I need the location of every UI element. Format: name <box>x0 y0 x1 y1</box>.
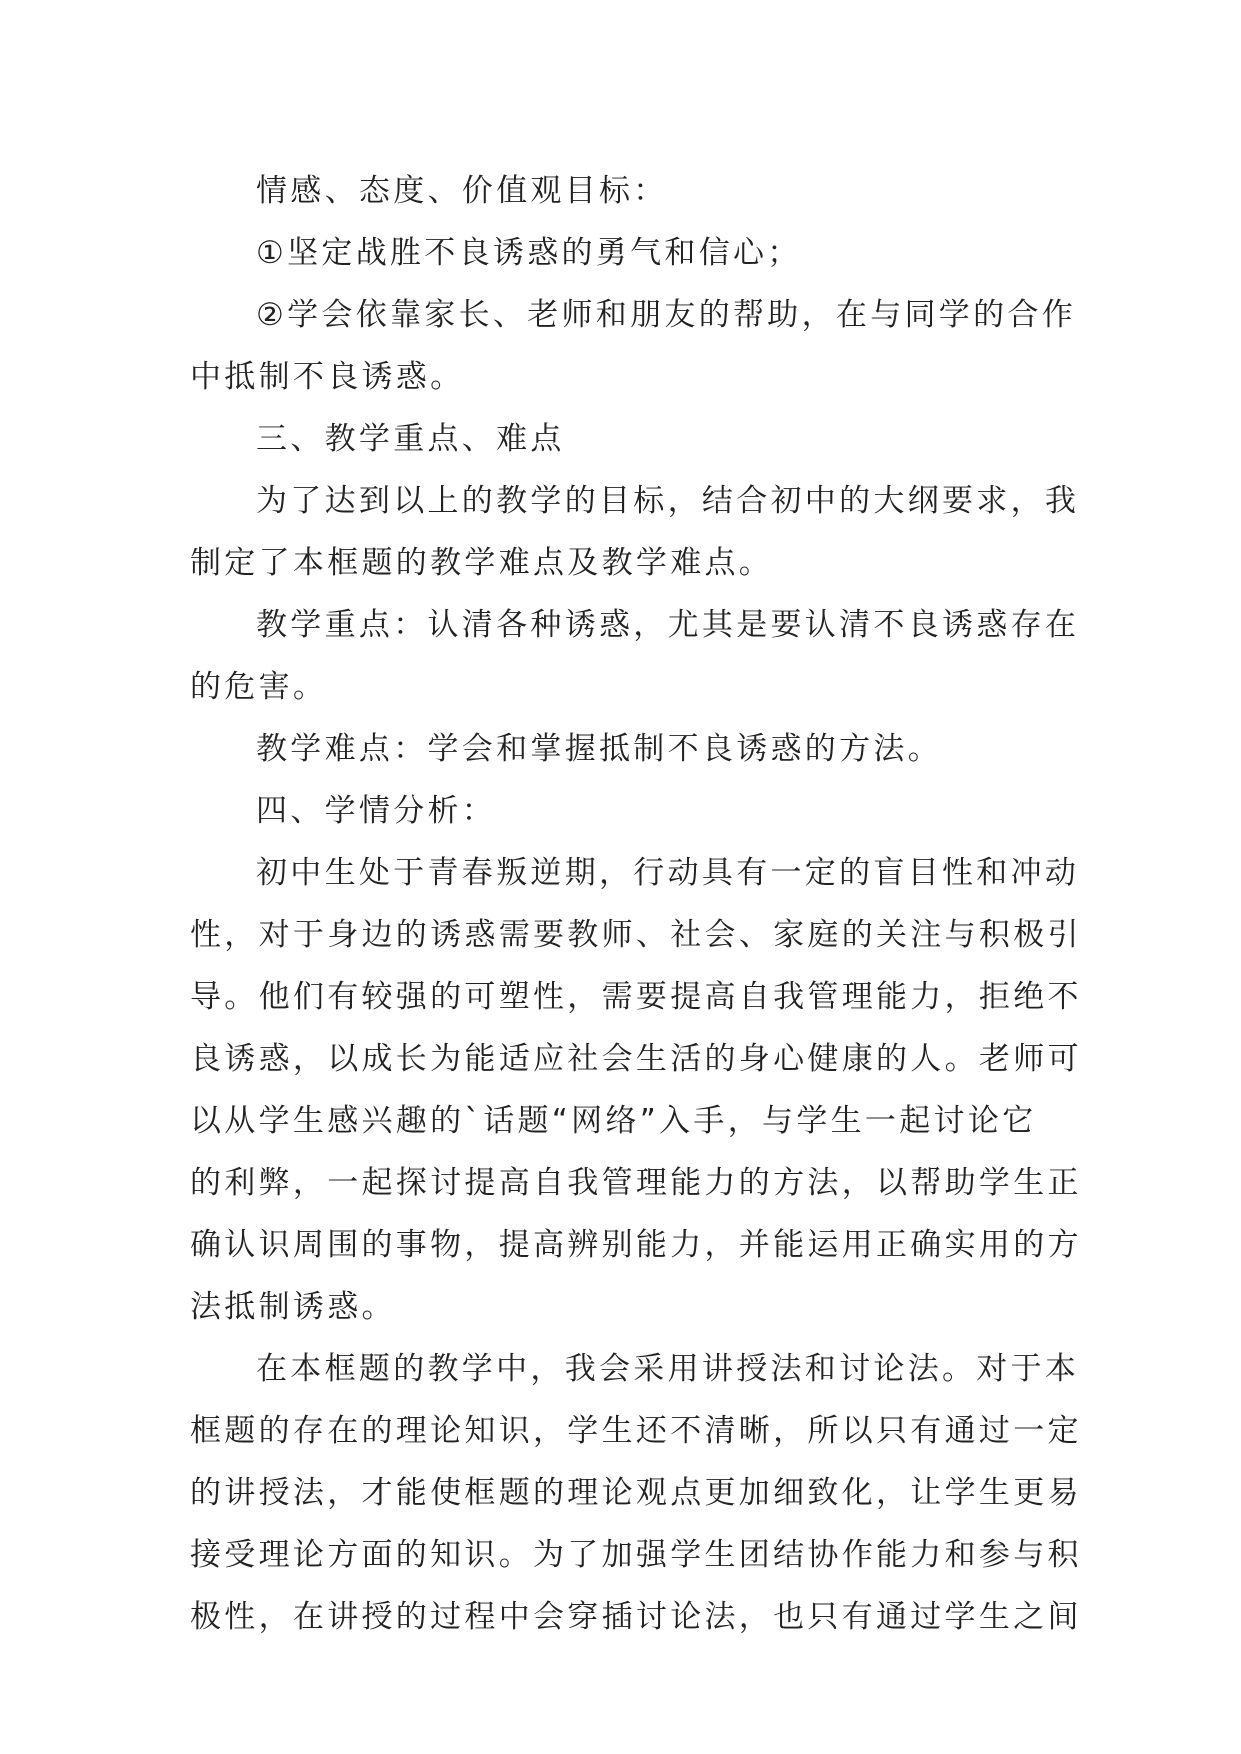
text-line: 框题的存在的理论知识，学生还不清晰，所以只有通过一定 <box>190 1413 1082 1449</box>
text-line: 中抵制不良诱惑。 <box>190 359 465 395</box>
text-line: 初中生处于青春叛逆期，行动具有一定的盲目性和冲动 <box>256 855 1080 891</box>
text-line: ②学会依靠家长、老师和朋友的帮助，在与同学的合作 <box>256 297 1076 333</box>
text-line: 在本框题的教学中，我会采用讲授法和讨论法。对于本 <box>256 1351 1080 1387</box>
text-line: ①坚定战胜不良诱惑的勇气和信心； <box>256 235 802 271</box>
section-heading: 四、学情分析： <box>256 793 497 829</box>
text-line: 导。他们有较强的可塑性，需要提高自我管理能力，拒绝不 <box>190 979 1082 1015</box>
text-line: 为了达到以上的教学的目标，结合初中的大纲要求，我 <box>256 483 1080 519</box>
text-line: 接受理论方面的知识。为了加强学生团结协作能力和参与积 <box>190 1537 1082 1573</box>
text-line: 的讲授法，才能使框题的理论观点更加细致化，让学生更易 <box>190 1475 1082 1511</box>
text-line: 教学重点：认清各种诱惑，尤其是要认清不良诱惑存在 <box>256 607 1080 643</box>
text-line: 性，对于身边的诱惑需要教师、社会、家庭的关注与积极引 <box>190 917 1082 953</box>
text-line: 良诱惑，以成长为能适应社会生活的身心健康的人。老师可 <box>190 1041 1082 1077</box>
text-line: 情感、态度、价值观目标： <box>256 173 668 209</box>
text-line: 的危害。 <box>190 669 328 705</box>
document-body <box>190 160 1082 1648</box>
section-heading: 三、教学重点、难点 <box>256 421 565 457</box>
text-line: 教学难点：学会和掌握抵制不良诱惑的方法。 <box>256 731 942 767</box>
text-line: 的利弊，一起探讨提高自我管理能力的方法，以帮助学生正 <box>190 1165 1082 1201</box>
text-line: 制定了本框题的教学难点及教学难点。 <box>190 545 774 581</box>
text-line: 极性，在讲授的过程中会穿插讨论法，也只有通过学生之间 <box>190 1599 1082 1635</box>
text-line: 确认识周围的事物，提高辨别能力，并能运用正确实用的方 <box>190 1227 1082 1263</box>
text-line: 以从学生感兴趣的`话题“网络”入手，与学生一起讨论它 <box>190 1103 1037 1139</box>
text-line: 法抵制诱惑。 <box>190 1289 396 1325</box>
